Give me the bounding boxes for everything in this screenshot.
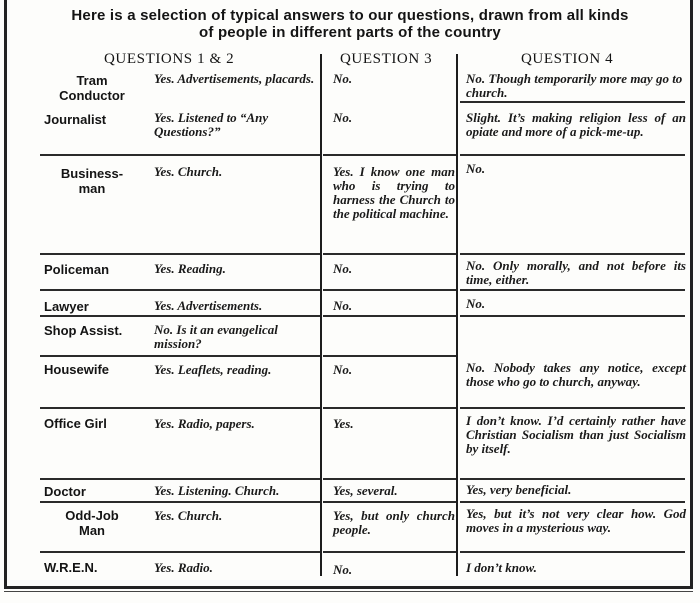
frame-right-rule — [690, 0, 693, 588]
answer-q12-shop-assistant: No. Is it an evangelical mission? — [154, 322, 278, 351]
header-question-3: QUESTION 3 — [340, 51, 433, 67]
row-rule — [460, 551, 685, 553]
row-rule — [460, 101, 685, 103]
row-rule — [323, 478, 456, 480]
row-rule — [460, 289, 685, 291]
answer-q12-tram-conductor: Yes. Advertisements, placards. — [154, 71, 315, 86]
column-divider-2 — [456, 54, 458, 576]
row-label-housewife: Housewife — [44, 362, 110, 377]
answer-q3-lawyer: No. — [333, 298, 353, 313]
row-rule — [40, 154, 320, 156]
row-rule — [323, 551, 456, 553]
row-rule — [323, 315, 456, 317]
answer-q12-journalist: Yes. Listened to “Any Questions?” — [154, 110, 269, 139]
answer-q4-housewife: No. Nobody takes any notice, except those who go to church, anyway. — [466, 360, 686, 389]
row-rule — [40, 501, 320, 503]
intro-text — [10, 7, 690, 41]
row-rule — [323, 154, 456, 156]
row-label-office-girl: Office Girl — [44, 416, 107, 431]
row-rule — [323, 501, 456, 503]
row-rule — [323, 289, 456, 291]
answer-q3-housewife: No. — [333, 362, 353, 377]
row-label-line-1: Tram — [76, 73, 108, 88]
row-label-tram-conductor — [44, 73, 140, 103]
row-label-odd-job-man — [44, 508, 140, 538]
answer-q3-doctor: Yes, several. — [333, 483, 398, 498]
answer-q12-housewife: Yes. Leaflets, reading. — [154, 362, 272, 377]
row-rule — [460, 478, 685, 480]
row-label-businessman — [44, 166, 140, 196]
row-rule — [40, 315, 320, 317]
answer-q4-office-girl: I don’t know. I’d certainly rather have Christian Socialism than just Socialism by itself. — [466, 413, 686, 456]
row-label-line-2: Man — [79, 523, 105, 538]
row-rule — [460, 501, 685, 503]
row-label-line-1: Business- — [60, 166, 124, 181]
answer-q3-tram-conductor: No. — [333, 71, 353, 86]
row-label-line-2: man — [78, 181, 106, 196]
answer-q4-journalist: Slight. It’s making religion less of an opiate and more of a pick-me-up. — [466, 110, 686, 139]
answer-q3-journalist: No. — [333, 110, 353, 125]
answer-q3-odd-job-man: Yes, but only church people. — [333, 508, 455, 537]
row-rule — [40, 551, 320, 553]
row-rule — [323, 355, 456, 357]
answer-q12-policeman: Yes. Reading. — [154, 261, 226, 276]
row-label-shop-assistant: Shop Assist. — [44, 323, 123, 338]
row-rule — [460, 154, 685, 156]
row-rule — [323, 407, 456, 409]
row-label-policeman: Policeman — [44, 262, 110, 277]
answer-q12-wren: Yes. Radio. — [154, 560, 213, 575]
header-questions-1-2: QUESTIONS 1 & 2 — [104, 51, 235, 67]
answer-q12-odd-job-man: Yes. Church. — [154, 508, 223, 523]
row-label-doctor: Doctor — [44, 484, 86, 499]
answer-q3-wren: No. — [333, 562, 353, 577]
row-label-wren: W.R.E.N. — [44, 560, 98, 575]
row-rule — [40, 289, 320, 291]
row-rule — [460, 253, 685, 255]
row-label-journalist: Journalist — [44, 112, 107, 127]
row-rule — [460, 315, 685, 317]
row-label-lawyer: Lawyer — [44, 299, 89, 314]
answer-q4-policeman: No. Only morally, and not before its time, either. — [466, 258, 686, 287]
answer-q4-tram-conductor: No. Though temporarily more may go to church. — [466, 71, 683, 100]
frame-bottom-rule — [4, 586, 693, 589]
row-rule — [40, 355, 320, 357]
answer-q3-policeman: No. — [333, 261, 353, 276]
answer-q4-businessman: No. — [466, 161, 486, 176]
answer-q12-office-girl: Yes. Radio, papers. — [154, 416, 255, 431]
header-question-4: QUESTION 4 — [521, 51, 614, 67]
row-label-line-1: Odd-Job — [65, 508, 119, 523]
row-label-line-2: Conductor — [59, 88, 125, 103]
answer-q3-office-girl: Yes. — [333, 416, 354, 431]
row-rule — [40, 253, 320, 255]
answer-q3-businessman: Yes. I know one man who is trying to harness the Church to the political machine. — [333, 164, 455, 221]
intro-line-1: Here is a selection of typical answers to our questions, drawn from all kinds — [71, 7, 629, 24]
row-rule — [40, 478, 320, 480]
answer-q4-doctor: Yes, very beneficial. — [466, 482, 572, 497]
answer-q4-lawyer: No. — [466, 296, 486, 311]
row-rule — [460, 407, 685, 409]
intro-line-2: of people in different parts of the country — [199, 24, 501, 41]
answer-q12-lawyer: Yes. Advertisements. — [154, 298, 263, 313]
frame-bottom-rule-inner — [4, 591, 693, 592]
row-rule — [40, 407, 320, 409]
answer-q4-wren: I don’t know. — [466, 560, 537, 575]
column-divider-1 — [320, 54, 322, 576]
frame-left-rule — [4, 0, 7, 588]
answer-q12-businessman: Yes. Church. — [154, 164, 223, 179]
answer-q12-doctor: Yes. Listening. Church. — [154, 483, 280, 498]
answer-q4-odd-job-man: Yes, but it’s not very clear how. God moves in a mysterious way. — [466, 506, 686, 535]
row-rule — [323, 253, 456, 255]
